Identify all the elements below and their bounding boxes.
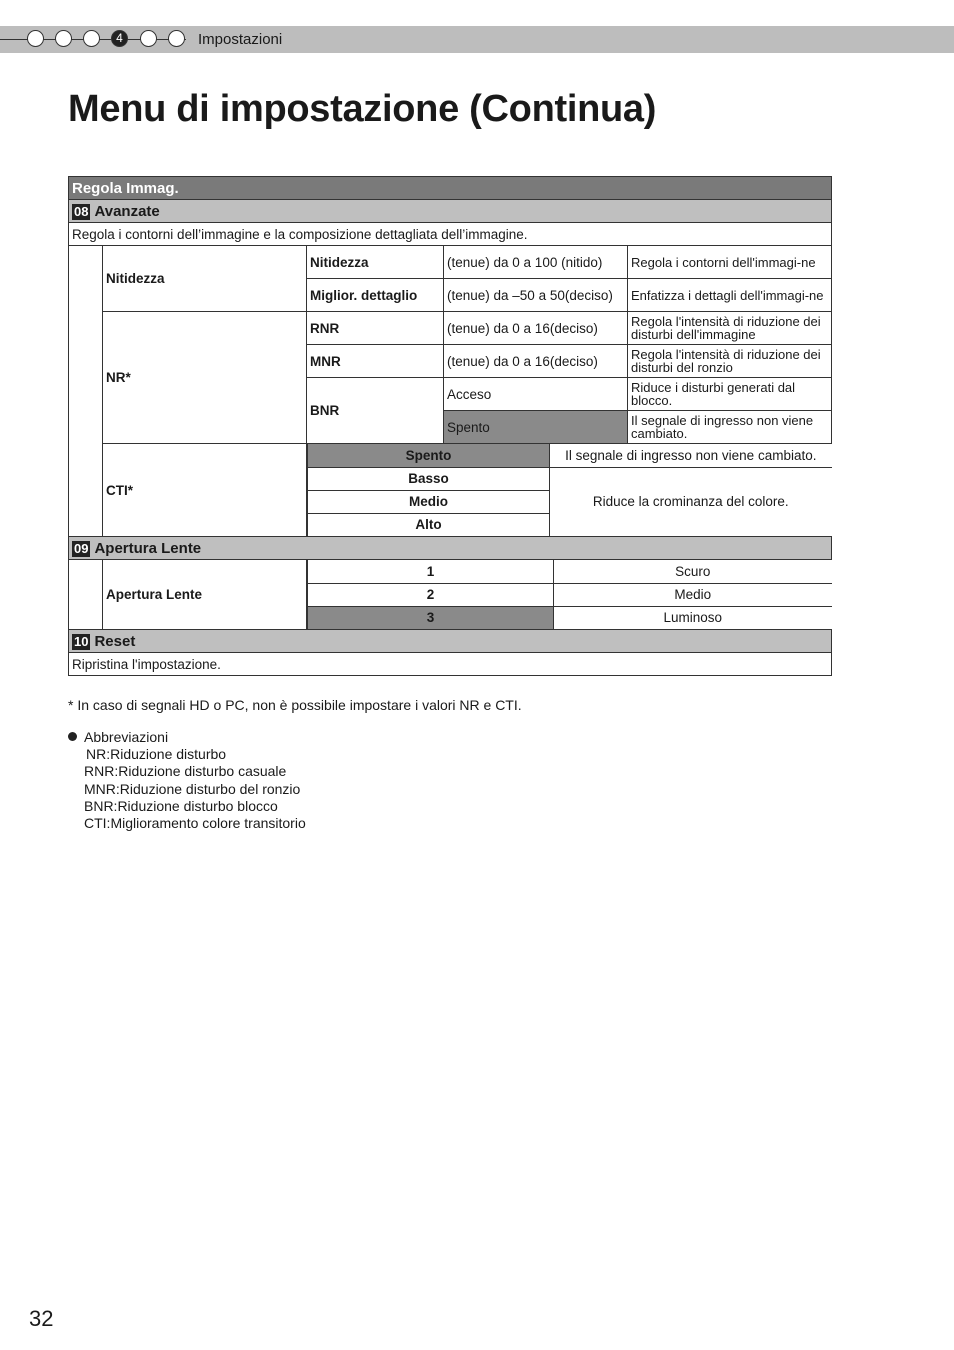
- section-avanzate: [69, 200, 832, 223]
- section-label: Impostazioni: [198, 31, 283, 48]
- section-description: Ripristina l'impostazione.: [69, 653, 832, 676]
- item-description: Regola l'intensità di riduzione dei disturbi dell'immagine: [628, 312, 832, 345]
- header-bar: [0, 26, 954, 53]
- table-caption: Regola Immag.: [69, 177, 832, 200]
- aperture-value-default: 3: [308, 606, 554, 629]
- cti-options-table: [307, 444, 832, 536]
- group-apertura-lente: Apertura Lente: [103, 560, 307, 630]
- cti-option: Medio: [308, 490, 550, 513]
- section-number: 09: [74, 540, 89, 556]
- section-label: Avanzate: [94, 202, 160, 220]
- step-2-circle-icon: [55, 30, 72, 47]
- cti-option: Alto: [308, 513, 550, 536]
- group-nitidezza: Nitidezza: [103, 246, 307, 312]
- item-range: (tenue) da 0 a 100 (nitido): [444, 246, 628, 279]
- bullet-icon: [68, 732, 77, 741]
- footnote: * In caso di segnali HD o PC, non è possibile impostare i valori NR e CTI.: [68, 697, 522, 713]
- group-cti: CTI*: [103, 444, 307, 537]
- item-description: Regola i contorni dell'immagi-ne: [628, 246, 832, 279]
- aperture-value: 1: [308, 560, 554, 583]
- cti-option-default: Spento: [308, 444, 550, 467]
- section-reset: [69, 630, 832, 653]
- cti-levels-description: Riduce la crominanza del colore.: [550, 467, 832, 536]
- group-nr: NR*: [103, 312, 307, 444]
- aperture-value: 2: [308, 583, 554, 606]
- abbreviations-list: [68, 729, 306, 832]
- step-3-circle-icon: [83, 30, 100, 47]
- item-name: RNR: [307, 312, 444, 345]
- section-number: 08: [74, 203, 89, 219]
- item-description: Riduce i disturbi generati dal blocco.: [628, 378, 832, 411]
- item-name: MNR: [307, 345, 444, 378]
- cti-options: [307, 444, 832, 537]
- apertura-options-table: [307, 560, 832, 629]
- apertura-options: [307, 560, 832, 630]
- item-description: Il segnale di ingresso non viene cambiato.: [628, 411, 832, 444]
- section-description: Regola i contorni dell’immagine e la composizione dettagliata dell’immagine.: [69, 223, 832, 246]
- list-item: MNR:Riduzione disturbo del ronzio: [84, 780, 301, 797]
- cti-option: Basso: [308, 467, 550, 490]
- aperture-description: Scuro: [554, 560, 832, 583]
- step-5-circle-icon: [140, 30, 157, 47]
- step-6-circle-icon: [168, 30, 185, 47]
- list-item: BNR:Riduzione disturbo blocco: [84, 797, 278, 814]
- item-range: (tenue) da –50 a 50(deciso): [444, 279, 628, 312]
- page-number: 32: [29, 1306, 54, 1331]
- item-name: BNR: [307, 378, 444, 444]
- indent-cell: [69, 246, 103, 537]
- step-1-circle-icon: [27, 30, 44, 47]
- option-on: Acceso: [444, 378, 628, 411]
- section-label: Reset: [94, 632, 136, 650]
- aperture-description: Luminoso: [554, 606, 832, 629]
- cti-off-description: Il segnale di ingresso non viene cambiato.: [550, 444, 832, 467]
- indent-cell: [69, 560, 103, 630]
- section-number: 10: [74, 633, 89, 649]
- aperture-description: Medio: [554, 583, 832, 606]
- item-range: (tenue) da 0 a 16(deciso): [444, 345, 628, 378]
- step-4-circle-icon: 4: [111, 30, 128, 47]
- item-range: (tenue) da 0 a 16(deciso): [444, 312, 628, 345]
- option-off-default: Spento: [444, 411, 628, 444]
- item-description: Enfatizza i dettagli dell'immagi-ne: [628, 279, 832, 312]
- list-item: CTI:Miglioramento colore transitorio: [84, 815, 306, 832]
- abbreviations-title: Abbreviazioni: [84, 729, 169, 745]
- item-name: Miglior. dettaglio: [307, 279, 444, 312]
- section-label: Apertura Lente: [94, 539, 202, 557]
- item-name: Nitidezza: [307, 246, 444, 279]
- list-item: NR:Riduzione disturbo: [86, 746, 227, 763]
- list-item: RNR:Riduzione disturbo casuale: [84, 763, 287, 780]
- settings-table: [68, 176, 832, 676]
- section-apertura: [69, 537, 832, 560]
- item-description: Regola l'intensità di riduzione dei disturbi del ronzio: [628, 345, 832, 378]
- page-title: Menu di impostazione (Continua): [68, 88, 657, 130]
